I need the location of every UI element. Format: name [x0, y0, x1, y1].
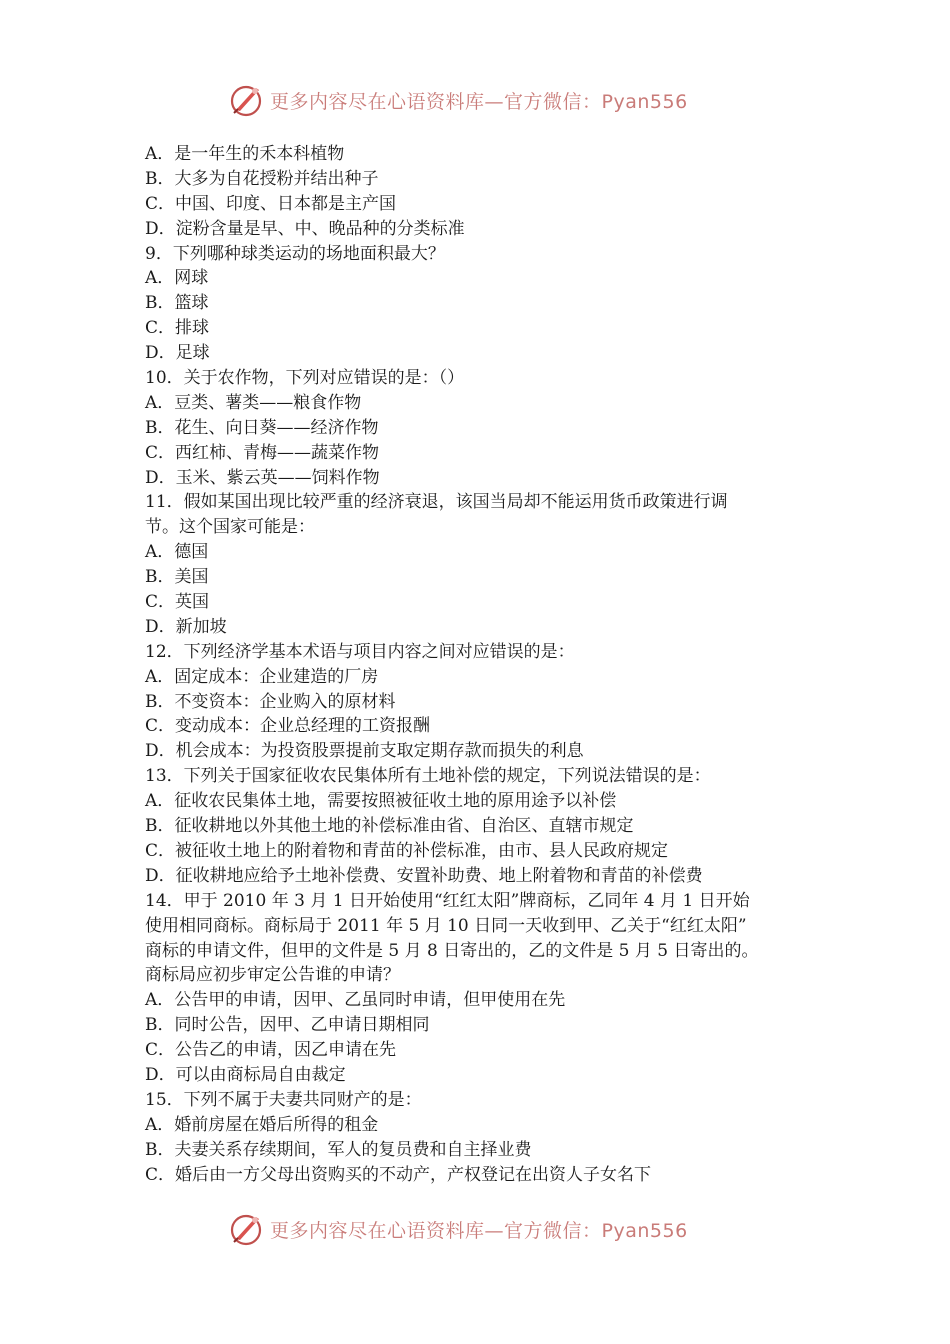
text-line: A．德国 — [145, 542, 209, 563]
text-line: B．篮球 — [145, 293, 209, 314]
text-line: 节。这个国家可能是： — [145, 517, 315, 538]
text-line: D．足球 — [145, 343, 210, 364]
text-line: D．淀粉含量是早、中、晚品种的分类标准 — [145, 218, 465, 239]
text-line: D．征收耕地应给予土地补偿费、安置补助费、地上附着物和青苗的补偿费 — [145, 865, 703, 886]
text-line: B．花生、向日葵——经济作物 — [145, 417, 379, 438]
text-line: A．婚前房屋在婚后所得的租金 — [145, 1114, 379, 1135]
text-line: D．可以由商标局自由裁定 — [145, 1064, 346, 1085]
text-line: C．中国、印度、日本都是主产国 — [145, 193, 397, 214]
text-line: B．同时公告，因甲、乙申请日期相同 — [145, 1015, 430, 1036]
question-line: 10．关于农作物，下列对应错误的是：（） — [145, 368, 465, 389]
text-line: A．征收农民集体土地，需要按照被征收土地的原用途予以补偿 — [145, 791, 617, 812]
text-line: D．机会成本：为投资股票提前支取定期存款而损失的利息 — [145, 741, 584, 762]
question-line: 12．下列经济学基本术语与项目内容之间对应错误的是： — [145, 641, 575, 662]
text-line: A．豆类、薯类——粮食作物 — [145, 392, 362, 413]
text-line: D．新加坡 — [145, 616, 227, 637]
quill-logo-icon — [226, 1209, 266, 1249]
text-line: C．西红柿、青梅——蔬菜作物 — [145, 442, 380, 463]
text-line: 商标局应初步审定公告谁的申请？ — [145, 965, 400, 986]
text-line: B．不变资本：企业购入的原材料 — [145, 691, 396, 712]
text-line: A．是一年生的禾本科植物 — [145, 144, 345, 164]
text-line: C．被征收土地上的附着物和青苗的补偿标准，由市、县人民政府规定 — [145, 840, 669, 861]
banner-slogan: 更多内容尽在心语资料库—官方微信： — [270, 1219, 602, 1242]
text-line: C．公告乙的申请，因乙申请在先 — [145, 1040, 397, 1061]
question-line: 14．甲于 2010 年 3 月 1 日开始使用“红红太阳”牌商标，乙同年 4 月 1 日开始 — [145, 890, 750, 911]
text-line: 使用相同商标。商标局于 2011 年 5 月 10 日同一天收到甲、乙关于“红红太阳” — [145, 915, 747, 936]
text-line: B．征收耕地以外其他土地的补偿标准由省、自治区、直辖市规定 — [145, 816, 634, 837]
text-line: C．排球 — [145, 318, 210, 339]
text-line: B．夫妻关系存续期间，军人的复员费和自主择业费 — [145, 1139, 532, 1160]
question-line: 11．假如某国出现比较严重的经济衰退，该国当局却不能运用货币政策进行调 — [145, 492, 728, 513]
banner-wechat-id: Pyan556 — [601, 1219, 688, 1242]
header-banner — [0, 80, 950, 120]
text-line: C．英国 — [145, 592, 210, 613]
question-line: 13．下列关于国家征收农民集体所有土地补偿的规定，下列说法错误的是： — [145, 766, 711, 787]
text-line: B．大多为自花授粉并结出种子 — [145, 168, 379, 189]
banner-text — [270, 87, 688, 114]
banner-text — [270, 1216, 688, 1243]
text-line: A．网球 — [145, 268, 209, 289]
text-line: A．固定成本：企业建造的厂房 — [145, 666, 379, 687]
text-line: B．美国 — [145, 567, 209, 588]
text-line: D．玉米、紫云英——饲料作物 — [145, 467, 380, 488]
question-line: 15．下列不属于夫妻共同财产的是： — [145, 1089, 422, 1110]
text-line: 商标的申请文件，但甲的文件是 5 月 8 日寄出的，乙的文件是 5 月 5 日寄出的。 — [145, 940, 759, 961]
footer-banner — [0, 1209, 950, 1249]
banner-slogan: 更多内容尽在心语资料库—官方微信： — [270, 90, 602, 113]
text-line: C．变动成本：企业总经理的工资报酬 — [145, 716, 431, 737]
question-line: 9．下列哪种球类运动的场地面积最大？ — [145, 243, 445, 264]
text-line: C．婚后由一方父母出资购买的不动产，产权登记在出资人子女名下 — [145, 1164, 652, 1185]
banner-wechat-id: Pyan556 — [601, 90, 688, 113]
quill-logo-icon — [226, 80, 266, 120]
text-line: A．公告甲的申请，因甲、乙虽同时申请，但甲使用在先 — [145, 990, 566, 1011]
document-body — [145, 142, 810, 1187]
